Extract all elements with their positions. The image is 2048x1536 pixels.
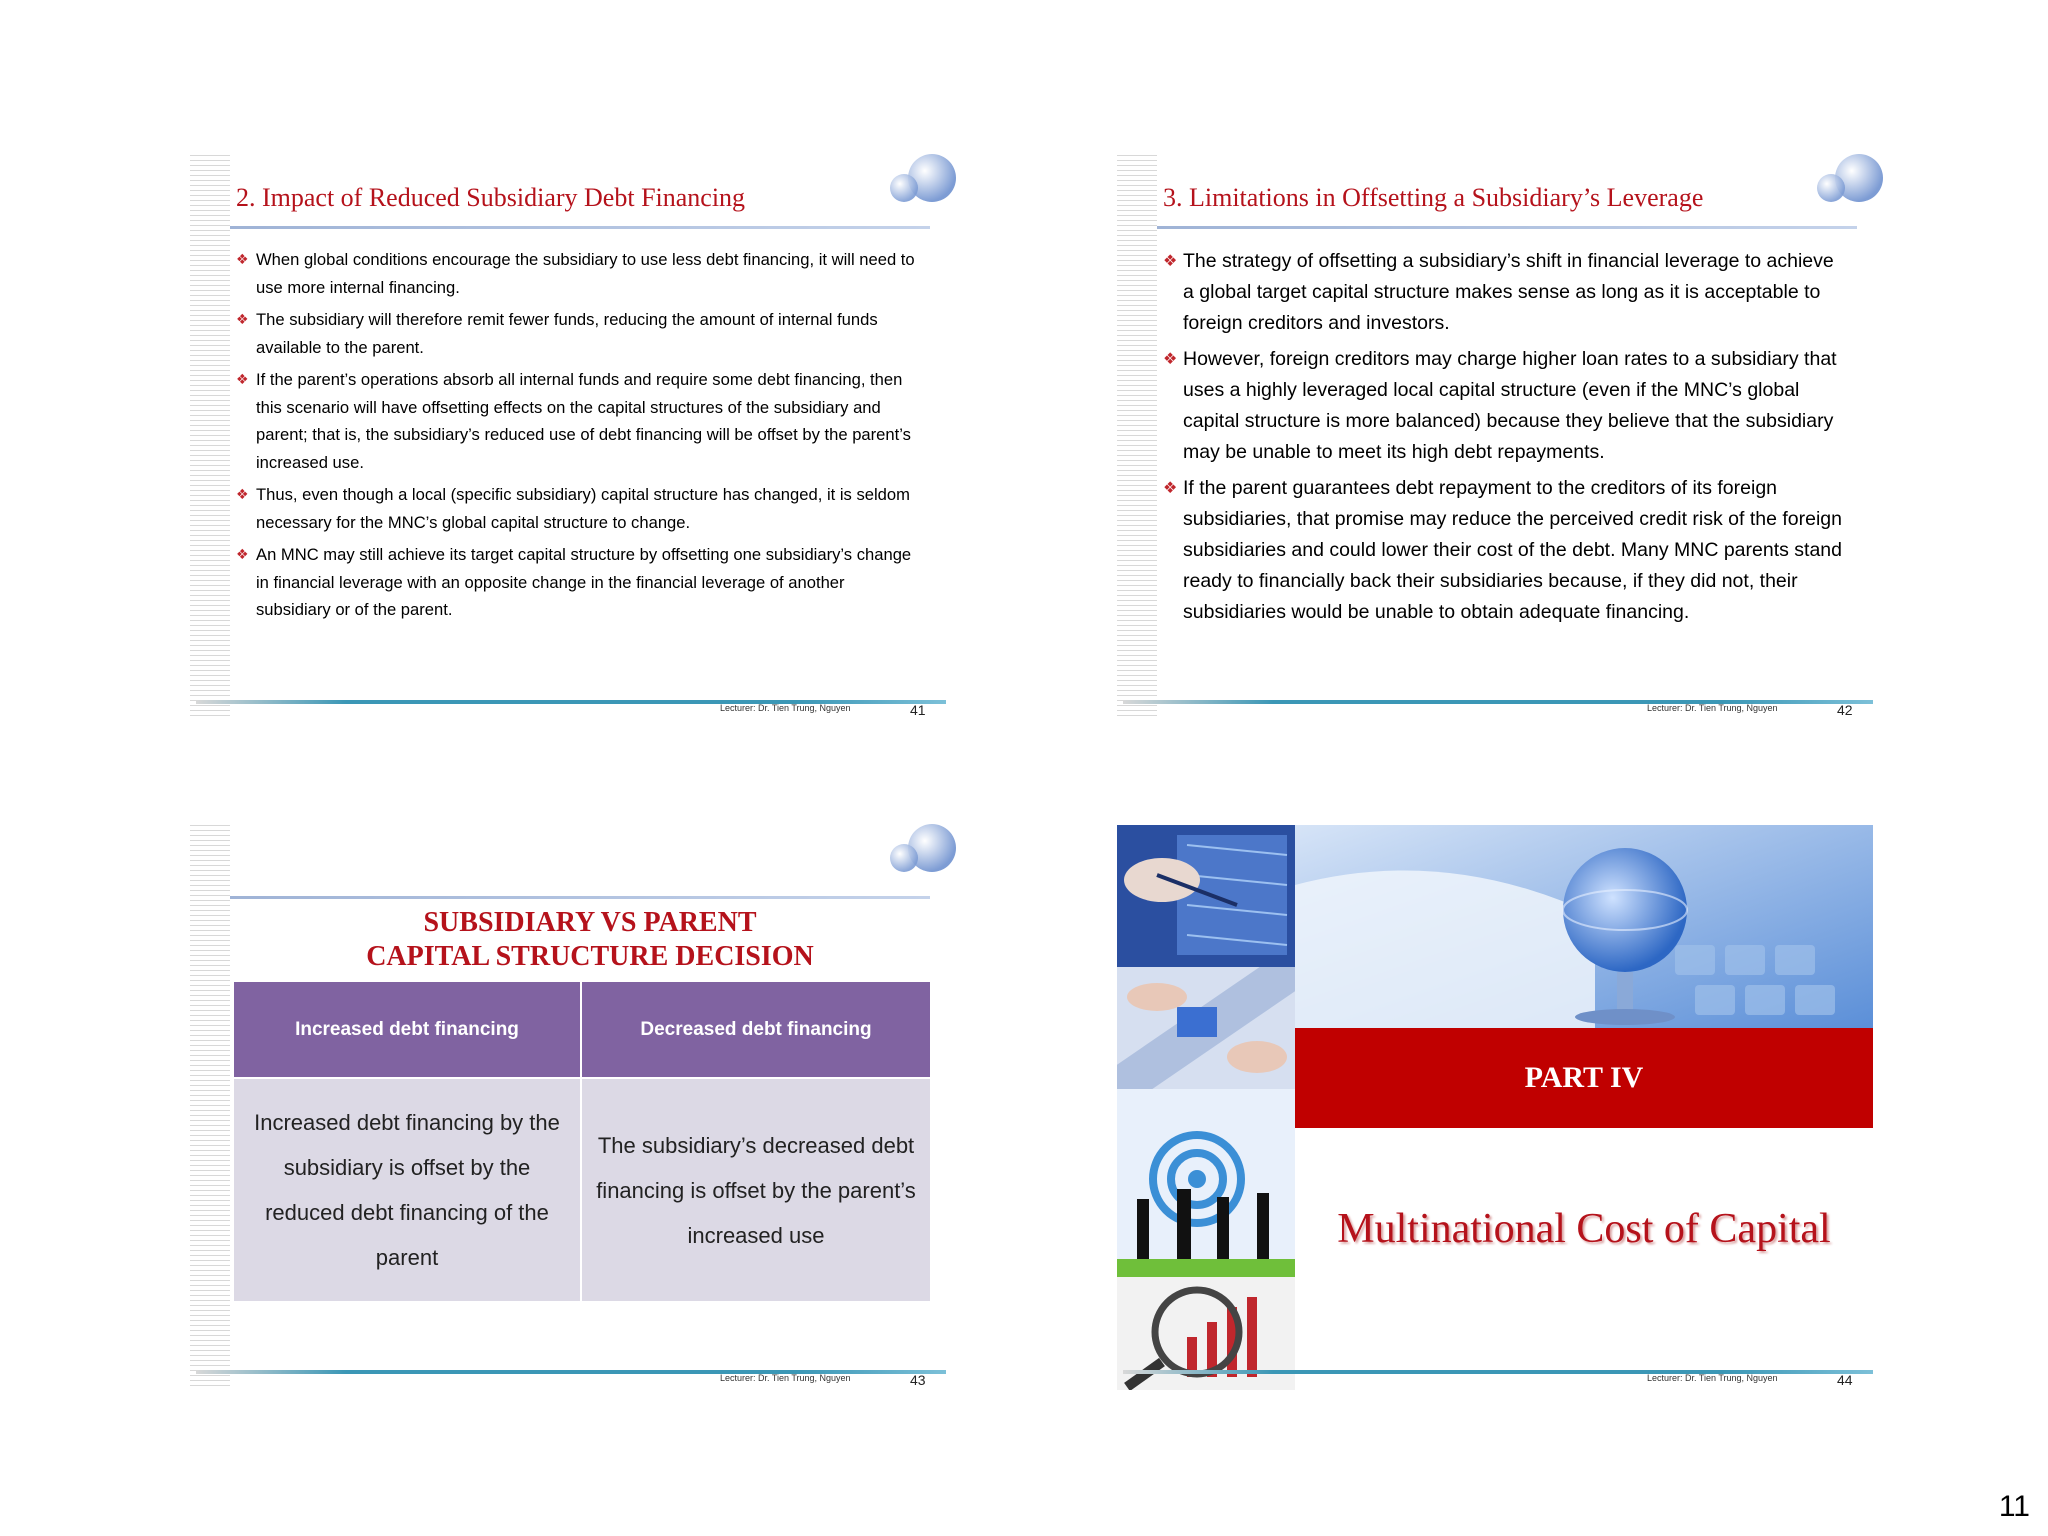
- bullet-icon: ❖: [236, 486, 249, 502]
- title-rule: [230, 896, 930, 899]
- table-cell-decreased: The subsidiary’s decreased debt financing is offset by the parent’s increased use: [582, 1079, 930, 1301]
- table-cell-increased: Increased debt financing by the subsidiary is offset by the reduced debt financing of the parent: [234, 1079, 580, 1301]
- slide-number: 43: [910, 1372, 926, 1388]
- slide-43: [190, 820, 960, 1390]
- bubbles-decoration: [880, 820, 960, 880]
- title-line-2: CAPITAL STRUCTURE DECISION: [366, 941, 814, 972]
- bullet-list: [1163, 246, 1843, 633]
- slide-title: 3. Limitations in Offsetting a Subsidiary’s Leverage: [1163, 183, 1704, 212]
- bullet-item: ❖ The subsidiary will therefore remit fewer funds, reducing the amount of internal funds available to the parent.: [236, 306, 916, 361]
- bullet-item: ❖ When global conditions encourage the subsidiary to use less debt financing, it will need to use more internal financing.: [236, 246, 916, 301]
- title-line-1: SUBSIDIARY VS PARENT: [423, 907, 757, 938]
- archers-target-photo: [1117, 1089, 1295, 1277]
- title-rule: [1157, 226, 1857, 229]
- pen-circuit-photo: [1117, 825, 1295, 967]
- table-header-increased: Increased debt financing: [234, 982, 580, 1077]
- table-header-row: [234, 982, 930, 1077]
- bullet-icon: ❖: [1163, 480, 1178, 497]
- table-row: [234, 1079, 930, 1301]
- photo-collage: [1117, 825, 1295, 1390]
- bubbles-decoration: [1807, 150, 1887, 210]
- slide-41: [190, 150, 960, 720]
- slide-42: [1117, 150, 1887, 720]
- puzzle-hands-photo: [1117, 967, 1295, 1089]
- bullet-icon: ❖: [236, 251, 249, 267]
- side-ruling: [190, 825, 230, 1390]
- table-header-decreased: Decreased debt financing: [582, 982, 930, 1077]
- slide-number: 44: [1837, 1372, 1853, 1388]
- lecturer-credit: Lecturer: Dr. Tien Trung, Nguyen: [1647, 703, 1778, 713]
- bullet-icon: ❖: [1163, 253, 1178, 270]
- page-number: 11: [1998, 1490, 2030, 1523]
- part-band: PART IV: [1295, 1028, 1873, 1128]
- bullet-list: [236, 246, 916, 629]
- bullet-item: ❖ An MNC may still achieve its target capital structure by offsetting one subsidiary’s change in financial leverage with an opposite change in the financial leverage of another subsidiary or of the parent.: [236, 541, 916, 624]
- section-title: Multinational Cost of Capital: [1337, 1206, 1831, 1252]
- money-globe-photo: [1295, 825, 1873, 1028]
- slide-44: [1117, 820, 1887, 1390]
- slide-number: 42: [1837, 702, 1853, 718]
- lecturer-credit: Lecturer: Dr. Tien Trung, Nguyen: [1647, 1373, 1778, 1383]
- slide-title: 2. Impact of Reduced Subsidiary Debt Financing: [236, 183, 746, 212]
- bullet-icon: ❖: [236, 546, 249, 562]
- lecturer-credit: Lecturer: Dr. Tien Trung, Nguyen: [720, 703, 851, 713]
- slide-number: 41: [910, 702, 926, 718]
- bullet-item: ❖ However, foreign creditors may charge higher loan rates to a subsidiary that uses a highly leveraged local capital structure (even if the MNC’s global capital structure is more balanced) because they believe that the subsidiary may be unable to meet its high debt repayments.: [1163, 344, 1843, 468]
- bullet-item: ❖ If the parent guarantees debt repayment to the creditors of its foreign subsidiaries, that promise may reduce the perceived credit risk of the foreign subsidiaries and could lower their cost of the debt. Many MNC parents stand ready to financially back their subsidiaries because, if they did not, their subsidiaries would be unable to obtain adequate financing.: [1163, 473, 1843, 628]
- comparison-table: [234, 982, 930, 1301]
- bullet-item: ❖ Thus, even though a local (specific subsidiary) capital structure has changed, it is seldom necessary for the MNC’s global capital structure to change.: [236, 481, 916, 536]
- slide-title: [230, 906, 950, 974]
- bullet-item: ❖ If the parent’s operations absorb all internal funds and require some debt financing, then this scenario will have offsetting effects on the capital structures of the subsidiary and parent; that is, the subsidiary’s reduced use of debt financing will be offset by the parent’s increased use.: [236, 366, 916, 476]
- side-ruling: [190, 155, 230, 720]
- side-ruling: [1117, 155, 1157, 720]
- bullet-icon: ❖: [236, 371, 249, 387]
- bullet-icon: ❖: [236, 311, 249, 327]
- bubbles-decoration: [880, 150, 960, 210]
- lecturer-credit: Lecturer: Dr. Tien Trung, Nguyen: [720, 1373, 851, 1383]
- bullet-icon: ❖: [1163, 351, 1178, 368]
- title-rule: [230, 226, 930, 229]
- bullet-item: ❖ The strategy of offsetting a subsidiary’s shift in financial leverage to achieve a global target capital structure makes sense as long as it is acceptable to foreign creditors and investors.: [1163, 246, 1843, 339]
